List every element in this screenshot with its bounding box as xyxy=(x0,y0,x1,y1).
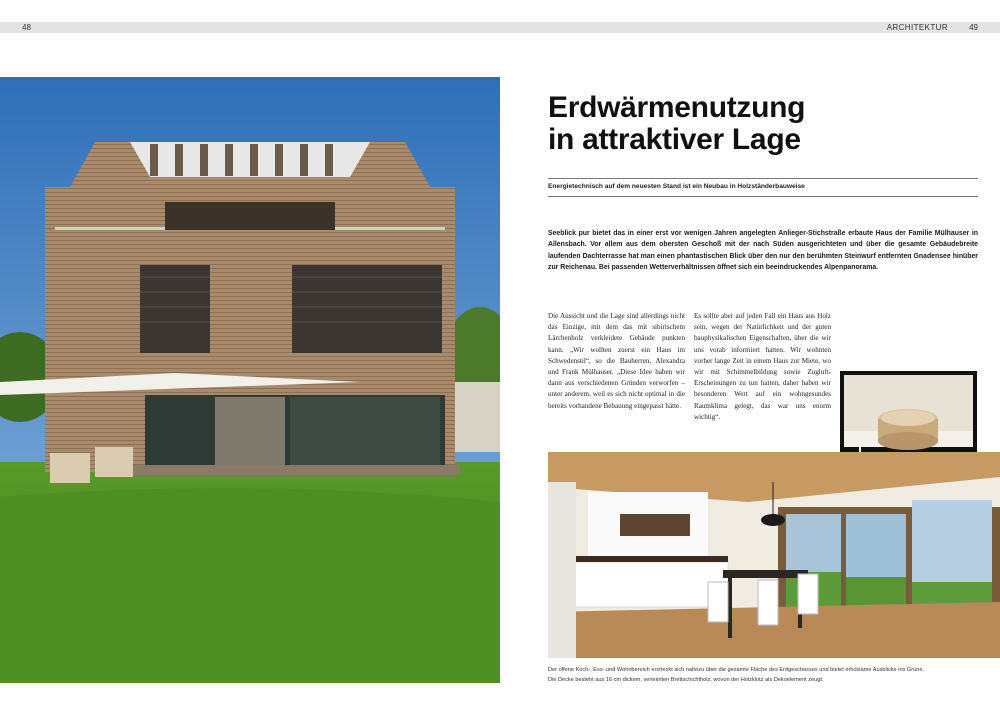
header-band xyxy=(0,22,1000,33)
article-title-line-2: in attraktiver Lage xyxy=(548,123,801,156)
article-subtitle: Energietechnisch auf dem neuesten Stand ist ein Neubau in Holzständerbauweise xyxy=(548,183,805,190)
subtitle-rule-top xyxy=(548,178,978,179)
article-lead: Seeblick pur bietet das in einer erst vor wenigen Jahren angelegten Anlieger-Stichstraße erbaute Haus der Familie Mülhauser in Allensbach. Vor allem aus dem obersten Geschoß mit der nach Süden ausgerichteten und über die gesamte Gebäudebreite laufenden Dachterrasse hat man einen phantastischen Blick über den nur den berühmten Steinwurf entfernten Gnadensee hinüber zur Reichenau. Bei passenden Wetterverhältnissen öffnet sich ein beeindruckendes Alpenpanorama. xyxy=(548,230,978,272)
subtitle-rule-bottom xyxy=(548,196,978,197)
body-column-2: Es sollte aber auf jeden Fall ein Haus aus Holz sein, wegen der Natürlichkeit und der guten bauphysikalischen Eigenschaften, über die wir uns vorab informiert hatten. Wir wohnten vorher lange Zeit in einem Haus zur Miete, wo wir mit Schimmelbildung sowie Zugluft-Erscheinungen zu tun hatten, daher haben wir besonderen Wert auf ein wohngesundes Raumklima gelegt, das war uns enorm wichtig“. xyxy=(694,312,831,421)
interior-kitchen-photo xyxy=(548,452,1000,658)
page-number-left: 48 xyxy=(22,23,31,32)
house-exterior-photo xyxy=(0,77,500,683)
section-label: ARCHITEKTUR xyxy=(886,23,948,32)
caption-line-1: Der offene Koch-, Ess- und Wohnbereich erstreckt sich nahezu über die gesamte Fläche des Erdgeschosses und bietet erholsame Ausblicke ins Grüne. xyxy=(548,667,925,673)
caption-line-2: Die Decke besteht aus 16 cm dickem, verleimten Brettschichtholz, wovon der Holzklotz als Dekoelement zeugt. xyxy=(548,677,824,684)
article-title-line-1: Erdwärmenutzung xyxy=(548,91,806,124)
page-number-right: 49 xyxy=(969,23,978,32)
body-column-1: Die Aussicht und die Lage sind allerdings nicht das Einzige, mit dem das mit sibirischem Lärchenholz verkleidete Gebäude punkten kann. „Wir wollten zuerst ein Haus im Schwedenstil“, so die Bauherren, Alexandra und Frank Mülhauser. „Diese Idee haben wir dann aus verschiedenen Gründen verworfen – unter anderem, weil es sich nicht optimal in die bereits vorhandene Bebauung eingepasst hätte. xyxy=(548,312,685,410)
article-title xyxy=(548,92,978,156)
photo-caption xyxy=(548,665,988,686)
